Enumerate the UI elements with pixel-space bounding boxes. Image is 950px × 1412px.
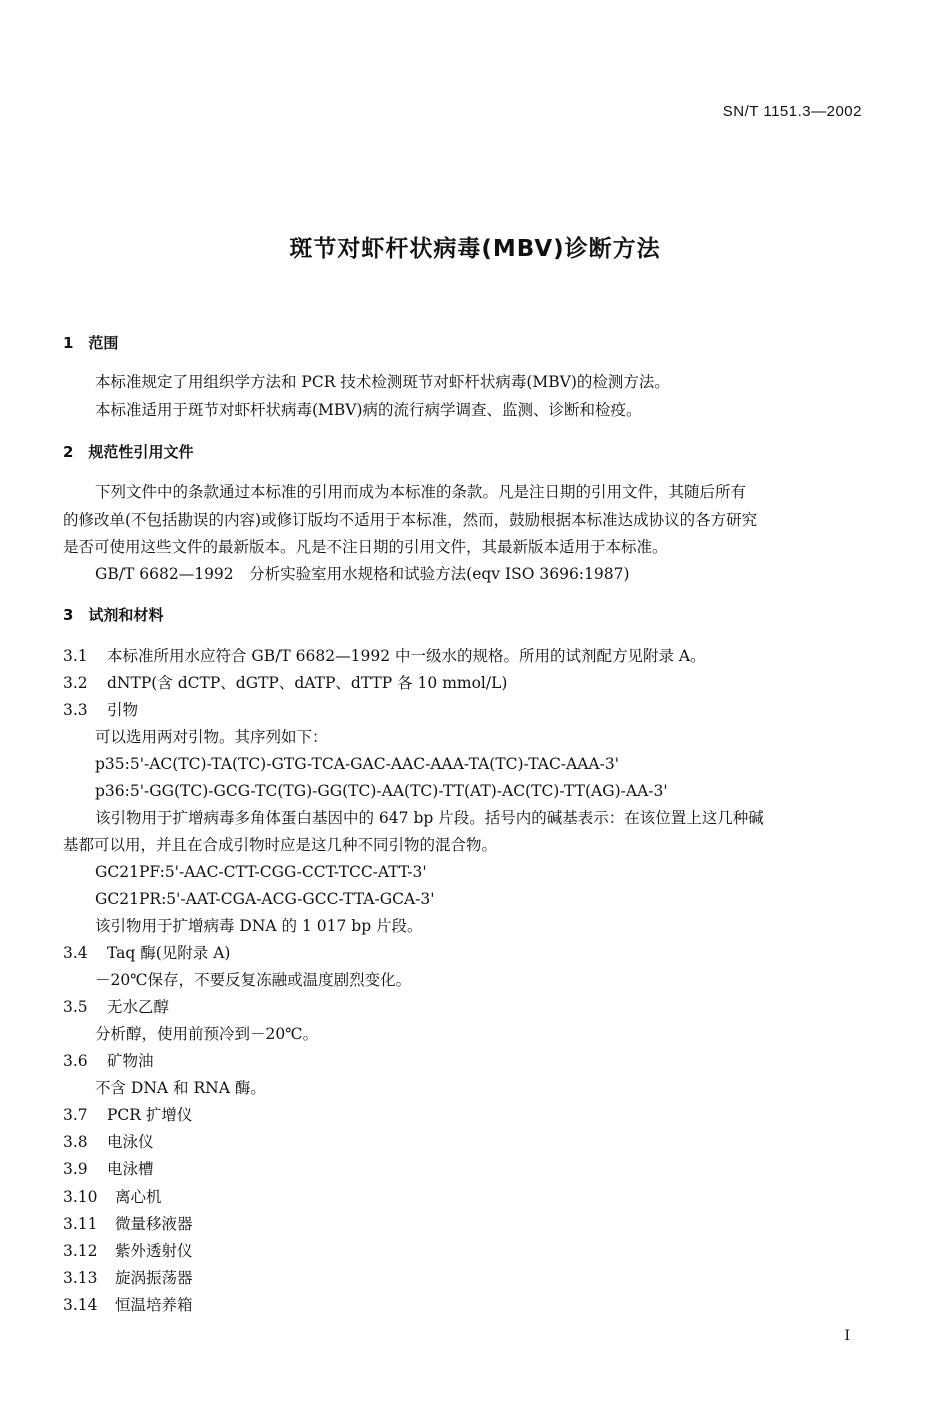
primer-note-line-1: 该引物用于扩增病毒多角体蛋白基因中的 647 bp 片段。括号内的碱基表示：在该位置上这几种碱 [95,809,764,827]
item-number: 3.1 [63,647,88,665]
item-number: 3.9 [63,1160,88,1178]
s1-paragraph-1: 本标准规定了用组织学方法和 PCR 技术检测斑节对虾杆状病毒(MBV)的检测方法。 [95,373,670,391]
item-3-13 [63,1268,193,1288]
item-3-6-note: 不含 DNA 和 RNA 酶。 [95,1079,266,1097]
item-number: 3.14 [63,1296,98,1314]
item-3-3-intro: 可以选用两对引物。其序列如下： [95,728,328,746]
item-number: 3.11 [63,1215,98,1233]
item-number: 3.3 [63,701,88,719]
item-text: 紫外透射仪 [115,1242,193,1260]
item-text: 微量移液器 [115,1215,193,1233]
item-3-1 [63,646,706,666]
item-3-7 [63,1105,192,1125]
item-number: 3.13 [63,1269,98,1287]
item-3-8 [63,1132,154,1152]
item-number: 3.5 [63,998,88,1016]
item-number: 3.12 [63,1242,98,1260]
item-text: Taq 酶(见附录 A) [107,944,231,962]
item-number: 3.10 [63,1188,98,1206]
primer-gc21pf: GC21PF:5'-AAC-CTT-CGG-CCT-TCC-ATT-3' [95,863,427,881]
item-3-4-note: －20℃保存，不要反复冻融或温度剧烈变化。 [95,971,412,989]
s2-paragraph-line-1: 下列文件中的条款通过本标准的引用而成为本标准的条款。凡是注日期的引用文件，其随后所有 [95,483,747,501]
item-3-6 [63,1051,154,1071]
s1-paragraph-2: 本标准适用于斑节对虾杆状病毒(MBV)病的流行病学调查、监测、诊断和检疫。 [95,401,642,419]
item-text: 离心机 [115,1188,162,1206]
item-text: 电泳槽 [107,1160,154,1178]
item-3-3 [63,700,138,720]
item-text: 电泳仪 [107,1133,154,1151]
item-text: dNTP(含 dCTP、dGTP、dATP、dTTP 各 10 mmol/L) [107,674,508,692]
item-text: 无水乙醇 [107,998,170,1016]
item-3-9 [63,1159,154,1179]
section-3-heading: 3 试剂和材料 [63,606,164,624]
item-text: 引物 [107,701,139,719]
item-text: 本标准所用水应符合 GB/T 6682—1992 中一级水的规格。所用的试剂配方见附录 A。 [107,647,706,665]
item-3-10 [63,1187,162,1207]
section-2-heading: 2 规范性引用文件 [63,443,194,461]
standard-number: SN/T 1151.3—2002 [722,103,862,120]
item-text: 矿物油 [107,1052,154,1070]
item-text: 旋涡振荡器 [115,1269,193,1287]
item-3-4 [63,943,230,963]
s2-paragraph-line-3: 是否可使用这些文件的最新版本。凡是不注日期的引用文件，其最新版本适用于本标准。 [63,538,668,556]
primer-gc21pr: GC21PR:5'-AAT-CGA-ACG-GCC-TTA-GCA-3' [95,890,435,908]
item-text: 恒温培养箱 [115,1296,193,1314]
s2-reference: GB/T 6682—1992 分析实验室用水规格和试验方法(eqv ISO 3696:1987) [95,565,630,583]
item-number: 3.7 [63,1106,88,1124]
section-1-heading: 1 范围 [63,334,119,352]
item-3-2 [63,673,507,693]
item-3-12 [63,1241,193,1261]
primer-note-2: 该引物用于扩增病毒 DNA 的 1 017 bp 片段。 [95,917,423,935]
item-3-11 [63,1214,193,1234]
item-number: 3.6 [63,1052,88,1070]
item-number: 3.2 [63,674,88,692]
primer-note-line-2: 基都可以用，并且在合成引物时应是这几种不同引物的混合物。 [63,836,498,854]
item-text: PCR 扩增仪 [107,1106,193,1124]
primer-p35: p35:5'-AC(TC)-TA(TC)-GTG-TCA-GAC-AAC-AAA-TA(TC)-TAC-AAA-3' [95,755,619,773]
primer-p36: p36:5'-GG(TC)-GCG-TC(TG)-GG(TC)-AA(TC)-TT(AT)-AC(TC)-TT(AG)-AA-3' [95,782,668,800]
item-3-14 [63,1295,193,1315]
document-title: 斑节对虾杆状病毒(MBV)诊断方法 [289,236,661,262]
s2-paragraph-line-2: 的修改单(不包括勘误的内容)或修订版均不适用于本标准，然而，鼓励根据本标准达成协议的各方研究 [63,511,758,529]
page-number: I [844,1328,850,1344]
item-3-5 [63,997,169,1017]
item-3-5-note: 分析醇，使用前预冷到－20℃。 [95,1025,319,1043]
item-number: 3.4 [63,944,88,962]
item-number: 3.8 [63,1133,88,1151]
